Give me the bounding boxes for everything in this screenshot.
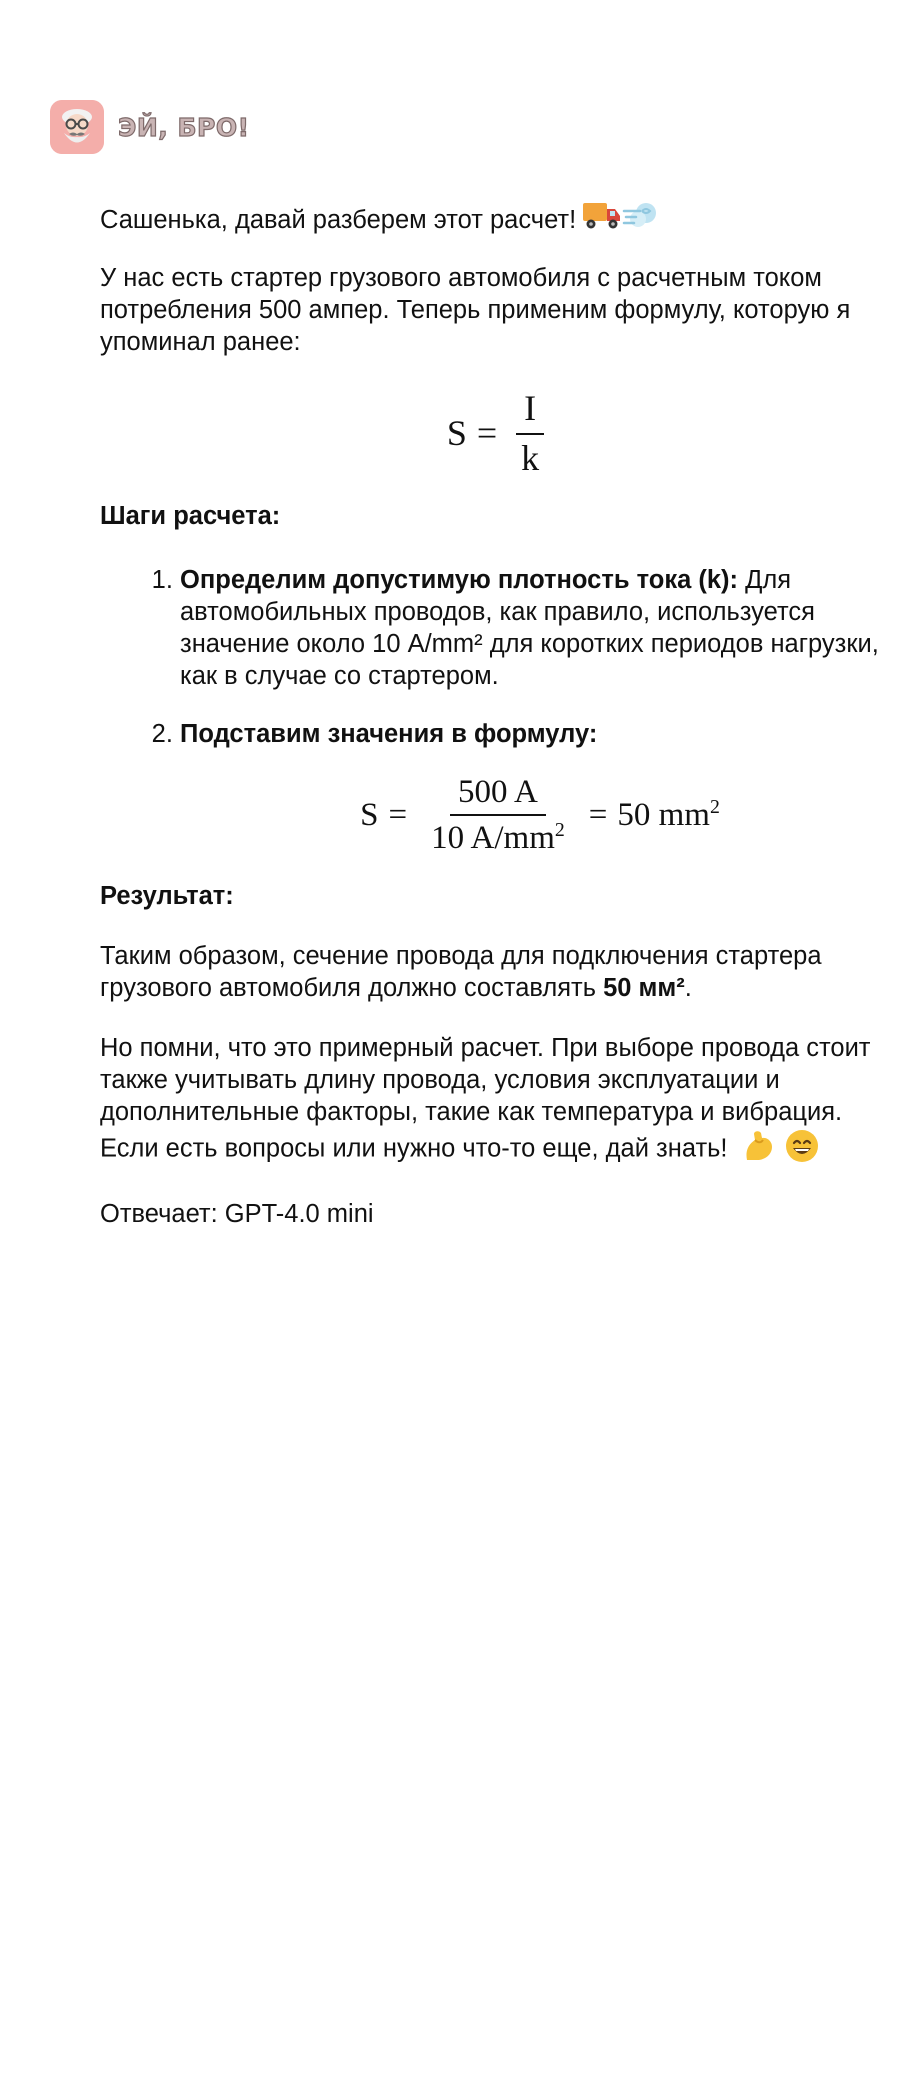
formula-numerator: I bbox=[516, 389, 544, 435]
note-paragraph bbox=[100, 1032, 900, 1172]
list-item bbox=[180, 718, 900, 750]
formula2-denominator-wrap bbox=[423, 816, 573, 856]
result-title: Результат: bbox=[100, 882, 234, 910]
formula2-denominator-sup: 2 bbox=[554, 819, 565, 841]
steps-title: Шаги расчета: bbox=[100, 502, 281, 530]
formula2-numerator: 500 A bbox=[450, 774, 546, 816]
list-item bbox=[180, 564, 900, 692]
note-text: Но помни, что это примерный расчет. При выборе провода стоит также учитывать длину провода, условия эксплуатации и дополнительные факторы, такие как температура и вибрация. Если есть вопросы или нужно что-то еще, дай знать! bbox=[100, 1034, 871, 1163]
assistant-message bbox=[100, 196, 900, 1230]
result-text-before: Таким образом, сечение провода для подключения стартера грузового автомобиля должно составлять bbox=[100, 942, 822, 1002]
grinning-face-icon bbox=[784, 1128, 820, 1172]
result-text-after: . bbox=[684, 974, 692, 1002]
intro-paragraph: У нас есть стартер грузового автомобиля с расчетным током потребления 500 ампер. Теперь применим формулу, которую я упоминал ранее: bbox=[100, 264, 851, 356]
result-bold: 50 мм² bbox=[603, 974, 685, 1002]
formula2-block bbox=[100, 770, 900, 860]
step-1-bold: Определим допустимую плотность тока (k): bbox=[180, 566, 738, 594]
bearded-glasses-face-icon bbox=[50, 100, 104, 154]
truck-icon bbox=[582, 199, 622, 241]
formula-fraction bbox=[513, 389, 547, 478]
flexed-biceps-icon bbox=[741, 1128, 777, 1172]
step-1-text: Для автомобильных проводов, как правило, используется значение около 10 А/mm² для коротких периодов нагрузки, как в случае со стартером. bbox=[180, 566, 879, 690]
dash-icon bbox=[622, 199, 660, 241]
formula2-result-wrap bbox=[617, 797, 719, 833]
formula2-lhs: S bbox=[360, 796, 379, 833]
formula2-equals-2: = bbox=[588, 796, 608, 833]
formula-block bbox=[100, 386, 900, 482]
formula2-denominator: 10 A/mm bbox=[431, 820, 555, 856]
app-header bbox=[50, 99, 250, 155]
steps-list bbox=[100, 564, 900, 750]
formula-denominator: k bbox=[521, 438, 540, 478]
greeting-line bbox=[100, 196, 900, 244]
formula2-equals: = bbox=[388, 796, 408, 833]
formula2-result: 50 mm bbox=[617, 796, 710, 833]
greeting-text: Сашенька, давай разберем этот расчет! bbox=[100, 206, 577, 234]
brand-title: ЭЙ, БРО! bbox=[118, 112, 250, 142]
formula2-fraction bbox=[423, 774, 573, 857]
step-2-bold: Подставим значения в формулу: bbox=[180, 720, 598, 748]
formula-lhs: S bbox=[446, 413, 467, 454]
answered-by: Отвечает: GPT-4.0 mini bbox=[100, 1200, 374, 1228]
formula2-result-sup: 2 bbox=[709, 795, 720, 818]
result-paragraph bbox=[100, 940, 900, 1004]
formula-equals: = bbox=[476, 413, 498, 454]
